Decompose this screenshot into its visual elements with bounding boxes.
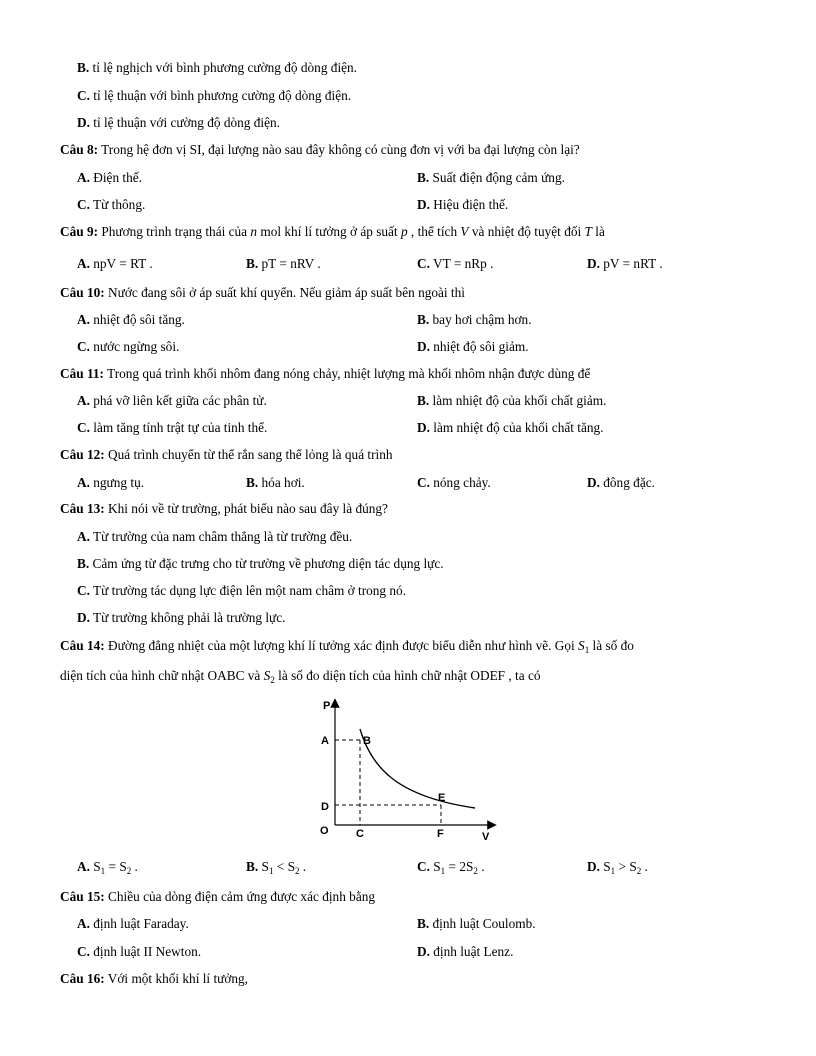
q12-stem: Câu 12: Quá trình chuyển từ thể rắn sang thể lỏng là quá trình xyxy=(60,447,393,462)
q10-option-a: A. nhiệt độ sôi tăng. xyxy=(77,312,185,327)
q9-stem: Câu 9: Phương trình trạng thái của n mol khí lí tưởng ở áp suất p , thể tích V và nhiệt độ tuyệt đối T là xyxy=(60,224,605,239)
label-b: B xyxy=(363,735,371,747)
q14-option-c: C. $S_1 = 2S_2$ . xyxy=(417,859,485,876)
q8-option-d: D. Hiệu điện thế. xyxy=(417,197,509,212)
q12-option-a: A. ngưng tụ. xyxy=(77,475,145,490)
label-p: P xyxy=(323,700,331,712)
q9-option-c: C. VT = nRp . xyxy=(417,256,494,271)
q9-option-d: D. pV = nRT . xyxy=(587,256,663,271)
q14-stem-line-2: diện tích của hình chữ nhật OABC và $S_2$ là số đo diện tích của hình chữ nhật ODEF , ta có xyxy=(60,668,541,685)
q12-option-d: D. đông đặc. xyxy=(587,475,655,490)
q8-option-b: B. Suất điện động cảm ứng. xyxy=(417,170,565,185)
label-a: A xyxy=(321,735,329,747)
q7-option-d: D. tỉ lệ thuận với cường độ dòng điện. xyxy=(77,115,280,130)
q14-option-a: A. $S_1 = S_2$ . xyxy=(77,859,138,876)
q11-stem: Câu 11: Trong quá trình khối nhôm đang nóng chảy, nhiệt lượng mà khối nhôm nhận được dùng để xyxy=(60,366,591,381)
label-d: D xyxy=(321,801,329,813)
q16-stem: Câu 16: Với một khối khí lí tưởng, xyxy=(60,971,248,986)
q10-option-b: B. bay hơi chậm hơn. xyxy=(417,312,532,327)
q15-stem: Câu 15: Chiều của dòng điện cảm ứng được xác định bằng xyxy=(60,889,376,904)
q8-option-a: A. Điện thế. xyxy=(77,170,143,185)
q11-option-c: C. làm tăng tính trật tự của tinh thể. xyxy=(77,420,268,435)
label-e: E xyxy=(438,792,446,804)
label-v: V xyxy=(482,831,490,843)
q14-option-b: B. $S_1 < S_2$ . xyxy=(246,859,307,876)
q15-option-c: C. định luật II Newton. xyxy=(77,944,202,959)
q9-option-a: A. npV = RT . xyxy=(77,256,153,271)
isotherm-graph xyxy=(310,695,500,845)
q15-option-a: A. định luật Faraday. xyxy=(77,916,189,931)
q8-option-c: C. Từ thông. xyxy=(77,197,146,212)
q13-option-c: C. Từ trường tác dụng lực điện lên một nam châm ở trong nó. xyxy=(77,583,407,598)
q13-option-a: A. Từ trường của nam châm thẳng là từ trường đều. xyxy=(77,529,353,544)
label-c: C xyxy=(356,828,364,840)
q11-option-b: B. làm nhiệt độ của khối chất giảm. xyxy=(417,393,607,408)
q13-option-d: D. Từ trường không phải là trường lực. xyxy=(77,610,286,625)
label-f: F xyxy=(437,828,444,840)
q7-option-b: B. tỉ lệ nghịch với bình phương cường độ dòng điện. xyxy=(77,60,358,75)
q12-option-c: C. nóng chảy. xyxy=(417,475,491,490)
isotherm-curve xyxy=(360,729,475,808)
q15-option-b: B. định luật Coulomb. xyxy=(417,916,536,931)
q15-option-d: D. định luật Lenz. xyxy=(417,944,514,959)
q11-option-d: D. làm nhiệt độ của khối chất tăng. xyxy=(417,420,604,435)
q10-stem: Câu 10: Nước đang sôi ở áp suất khí quyển. Nếu giảm áp suất bên ngoài thì xyxy=(60,285,465,300)
q10-option-d: D. nhiệt độ sôi giảm. xyxy=(417,339,529,354)
q10-option-c: C. nước ngừng sôi. xyxy=(77,339,180,354)
q7-option-c: C. tỉ lệ thuận với bình phương cường độ dòng điện. xyxy=(77,88,352,103)
q9-option-b: B. pT = nRV . xyxy=(246,256,321,271)
q12-option-b: B. hóa hơi. xyxy=(246,475,305,490)
q8-stem: Câu 8: Trong hệ đơn vị SI, đại lượng nào sau đây không có cùng đơn vị với ba đại lượng còn lại? xyxy=(60,142,580,157)
q14-option-d: D. $S_1 > S_2$ . xyxy=(587,859,648,876)
q13-stem: Câu 13: Khi nói về từ trường, phát biểu nào sau đây là đúng? xyxy=(60,501,388,516)
q11-option-a: A. phá vỡ liên kết giữa các phân tử. xyxy=(77,393,267,408)
q13-option-b: B. Cảm ứng từ đặc trưng cho từ trường về phương diện tác dụng lực. xyxy=(77,556,444,571)
label-o: O xyxy=(320,825,329,837)
q14-stem-line-1: Câu 14: Đường đẳng nhiệt của một lượng khí lí tưởng xác định được biểu diễn như hình vẽ. Gọi $S_1$ là số đo xyxy=(60,638,634,655)
